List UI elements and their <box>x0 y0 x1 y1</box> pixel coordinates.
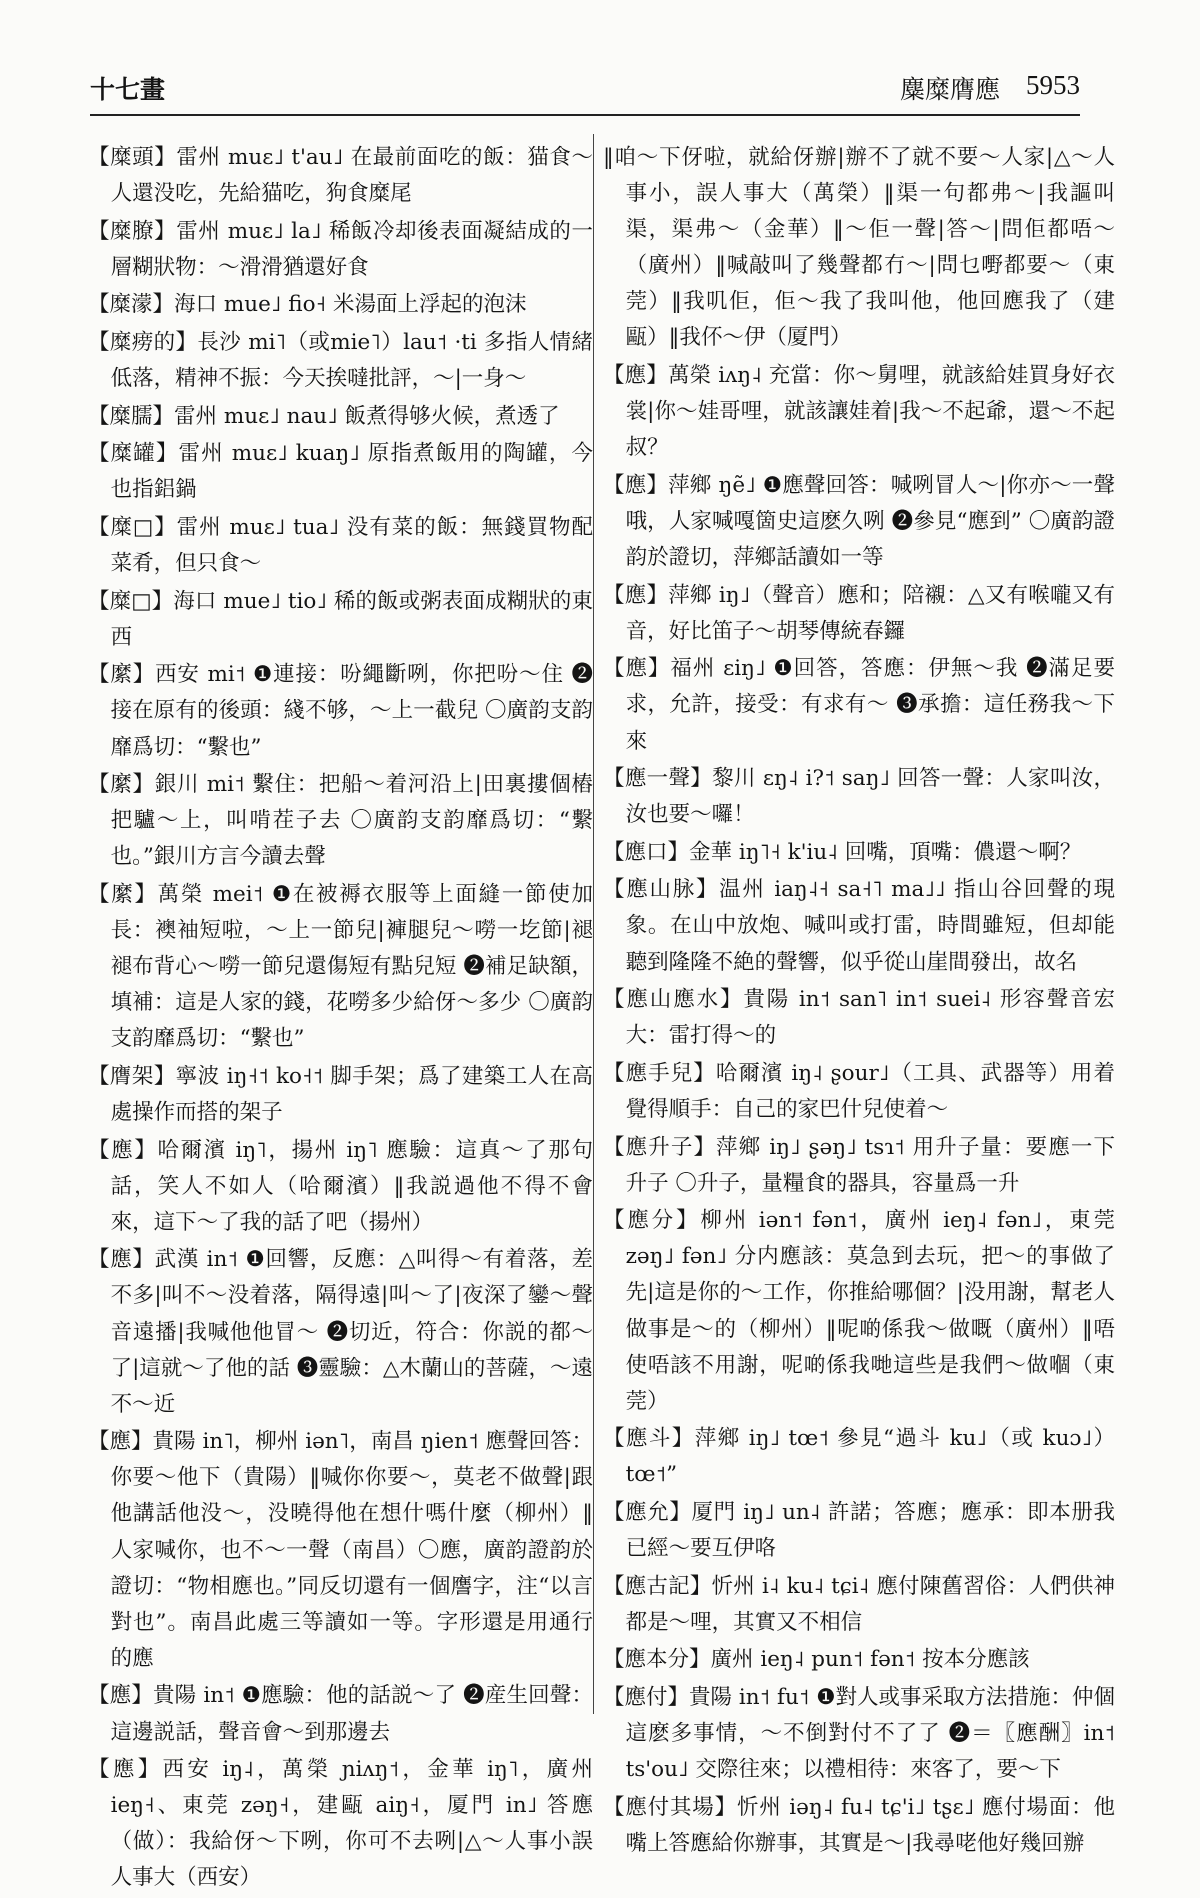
right-column <box>603 140 1115 1863</box>
dictionary-entry: 【應允】厦門 iŋ˩ un˨ 許諾；答應；應承：即本册我已經～要互伊咯 <box>603 1499 1115 1562</box>
dictionary-entry: 【應斗】萍鄉 iŋ˩ tœ˦ 參見“過斗 ku˩（或 kuɔ˩）tœ˦” <box>603 1426 1115 1488</box>
dictionary-entry: 【應手兒】哈爾濱 iŋ˨ ʂour˩（工具、武器等）用着覺得順手：自己的家巴什兒使着～ <box>603 1060 1115 1122</box>
dictionary-entry: 【應】西安 iŋ˨，萬榮 ɲiʌŋ˦，金華 iŋ˥，廣州 ieŋ˧、東莞 zəŋ˧，建甌 aiŋ˧，厦門 in˩ 答應（做）：我給伢～下咧，你可不去咧|△～人事小誤人事大（西安） <box>88 1757 593 1891</box>
dictionary-entry: 【糜痨的】長沙 mi˥（或mie˥）lau˦ ·ti 多指人情緒低落，精神不振：今天挨噠批評，～|一身～ <box>88 329 593 392</box>
page-number: 5953 <box>1026 70 1080 100</box>
dictionary-entry: 【膺架】寧波 iŋ˧˦ ko˧˦ 脚手架；爲了建築工人在高處操作而搭的架子 <box>88 1063 593 1125</box>
dictionary-entry: 【應古記】忻州 i˨ ku˨ tɕi˨ 應付陳舊習俗：人們供神都是～哩，其實又不相信 <box>603 1573 1115 1635</box>
dictionary-entry: 【應付】貴陽 in˦ fu˦ ❶對人或事采取方法措施：仲個這麽多事情，～不倒對付不了了 ❷＝〖應酬〗in˦ ts'ou˩ 交際往來；以禮相待：來客了，要～下 <box>603 1684 1116 1783</box>
column-divider <box>593 134 594 1714</box>
dictionary-entry: 【應】福州 ɛiŋ˩ ❶回答，答應：伊無～我 ❷滿足要求，允許，接受：有求有～ ❸承擔：這任務我～下來 <box>603 656 1115 754</box>
left-column <box>88 140 593 1898</box>
dictionary-entry: 【糜濛】海口 mue˩ fio˧ 米湯面上浮起的泡沫 <box>88 292 527 318</box>
section-title: 十七畫 <box>90 75 166 104</box>
dictionary-entry: 【應】萍鄉 ŋẽ˩ ❶應聲回答：喊咧冒人～|你亦～一聲哦，人家喊嘎箇史這麽久咧 ❷參見“應到” 〇廣韵證韵於證切，萍鄉話讀如一等 <box>603 472 1115 571</box>
guide-characters: 麋糜膺應 <box>899 75 1000 104</box>
dictionary-entry: 【縻】西安 mi˦ ❶連接：吩繩斷咧，你把吩～住 ❷接在原有的後頭：綫不够，～上一截兒 〇廣韵支韵靡爲切：“繫也” <box>88 662 593 760</box>
dictionary-entry: 【應】武漢 in˦ ❶回響，反應：△叫得～有着落，差不多|叫不～没着落，隔得遠|叫～了|夜深了鑾～聲音遠播|我喊他他冒～ ❷切近，符合：你説的都～了|這就～了他的話 ❸靈驗：△木蘭山的菩薩，～遠不～近 <box>88 1247 593 1417</box>
dictionary-entry: 【應】哈爾濱 iŋ˥，揚州 iŋ˥ 應驗：這真～了那句話，笑人不如人（哈爾濱）‖我説過他不得不會來，這下～了我的話了吧（揚州） <box>88 1137 593 1235</box>
dictionary-entry: 【應本分】廣州 ieŋ˨ pun˦ fən˦ 按本分應該 <box>603 1647 1030 1673</box>
dictionary-entry: 【糜頭】雷州 muɛ˩ t'au˩ 在最前面吃的飯：猫食～人還没吃，先給猫吃，狗食糜尾 <box>88 145 593 207</box>
dictionary-entry: 【應】貴陽 in˥，柳州 iən˥，南昌 ŋien˦ 應聲回答：你要～他下（貴陽）‖喊你你要～，莫老不做聲|跟他講話他没～，没曉得他在想什嗎什麼（柳州）‖人家喊你，也不～一聲（南昌）〇應，廣韵證韵於證切：“物相應也。”同反切還有一個譍字，注“以言對也”。南昌此處三等讀如一等。字形還是用通行的應 <box>88 1429 593 1671</box>
dictionary-entry: 【縻】銀川 mi˦ 繫住：把船～着河沿上|田裏摟個樁把驢～上，叫啃茬子去 〇廣韵支韵靡爲切：“繫也。”銀川方言今讀去聲 <box>88 772 593 870</box>
dictionary-entry: 【應山脉】温州 iaŋ˨˧ sa˧˥ ma˩˩ 指山谷回聲的現象。在山中放炮、喊叫或打雷，時間雖短，但却能聽到隆隆不絶的聲響，似乎從山崖間發出，故名 <box>603 877 1115 975</box>
dictionary-entry: 【應付其場】忻州 iəŋ˨ fu˨ tɕ'i˩ tʂɛ˩ 應付場面：他嘴上答應給你辦事，其實是～|我尋咾他好幾回辦 <box>603 1794 1115 1856</box>
dictionary-entry: 【糜□】海口 mue˩ tio˩ 稀的飯或粥表面成糊狀的東西 <box>88 588 593 650</box>
dictionary-entry: 【應山應水】貴陽 in˦ san˥ in˦ suei˨ 形容聲音宏大：雷打得～的 <box>603 987 1115 1049</box>
dictionary-entry: ‖咱～下伢啦，就給伢辦|辦不了就不要～人家|△～人事小，誤人事大（萬榮）‖渠一句都弗～|我謳叫渠，渠弗～（金華）‖～佢一聲|答～|問佢都唔～（廣州）‖喊敲叫了幾聲都冇～|問乜嘢都要～（東莞）‖我叽佢，佢～我了我叫他，他回應我了（建甌）‖我伓～伊（厦門） <box>603 145 1115 351</box>
dictionary-entry: 【應口】金華 iŋ˥˧ k'iu˨ 回嘴，頂嘴：儂還～啊？ <box>603 839 1082 865</box>
dictionary-entry: 【糜□】雷州 muɛ˩ tua˩ 没有菜的飯：無錢買物配菜肴，但只食～ <box>88 514 593 577</box>
dictionary-entry: 【應分】柳州 iən˦ fən˦，廣州 ieŋ˨ fən˩，東莞 zəŋ˩ fən˩ 分内應該：莫急到去玩，把～的事做了先|這是你的～工作，你推給哪個？|没用謝，幫老人做事是～的（柳州）‖呢啲係我～做嘅（廣州）‖唔使唔該不用謝，呢啲係我哋這些是我們～做嗰（東莞） <box>603 1208 1115 1414</box>
dictionary-entry: 【應升子】萍鄉 iŋ˩ ʂəŋ˩ tsɿ˦ 用升子量：要應一下升子 〇升子，量糧食的器具，容量爲一升 <box>603 1134 1115 1196</box>
dictionary-entry: 【應一聲】黎川 ɛŋ˨ i?˦ saŋ˩ 回答一聲：人家叫汝，汝也要～囉！ <box>603 766 1115 828</box>
dictionary-entry: 【應】萬榮 iʌŋ˨ 充當：你～舅哩，就該給娃買身好衣裳|你～娃哥哩，就該讓娃着|我～不起爺，還～不起叔？ <box>603 363 1115 461</box>
header-right <box>900 70 1080 114</box>
dictionary-entry: 【糜臑】雷州 muɛ˩ nau˩ 飯煮得够火候，煮透了 <box>88 403 560 429</box>
dictionary-entry: 【糜膫】雷州 muɛ˩ la˩ 稀飯冷却後表面凝結成的一層糊狀物：～滑滑猶還好食 <box>88 218 593 280</box>
dictionary-entry: 【應】貴陽 in˦ ❶應驗：他的話説～了 ❷産生回聲：這邊説話，聲音會～到那邊去 <box>88 1683 593 1745</box>
dictionary-entry: 【糜罐】雷州 muɛ˩ kuaŋ˩ 原指煮飯用的陶罐，今也指鋁鍋 <box>88 441 593 503</box>
page-header <box>90 62 1080 116</box>
dictionary-entry: 【縻】萬榮 mei˦ ❶在被褥衣服等上面縫一節使加長：襖袖短啦，～上一節兒|褲腿兒～嘮一圪節|褪褪布背心～嘮一節兒還傷短有點兒短 ❷補足缺額，填補：這是人家的錢，花嘮多少給伢～多少 〇廣韵支韵靡爲切：“繫也” <box>88 881 593 1052</box>
dictionary-entry: 【應】萍鄉 iŋ˩（聲音）應和；陪襯：△又有喉嚨又有音，好比笛子～胡琴傳統春鑼 <box>603 582 1115 644</box>
